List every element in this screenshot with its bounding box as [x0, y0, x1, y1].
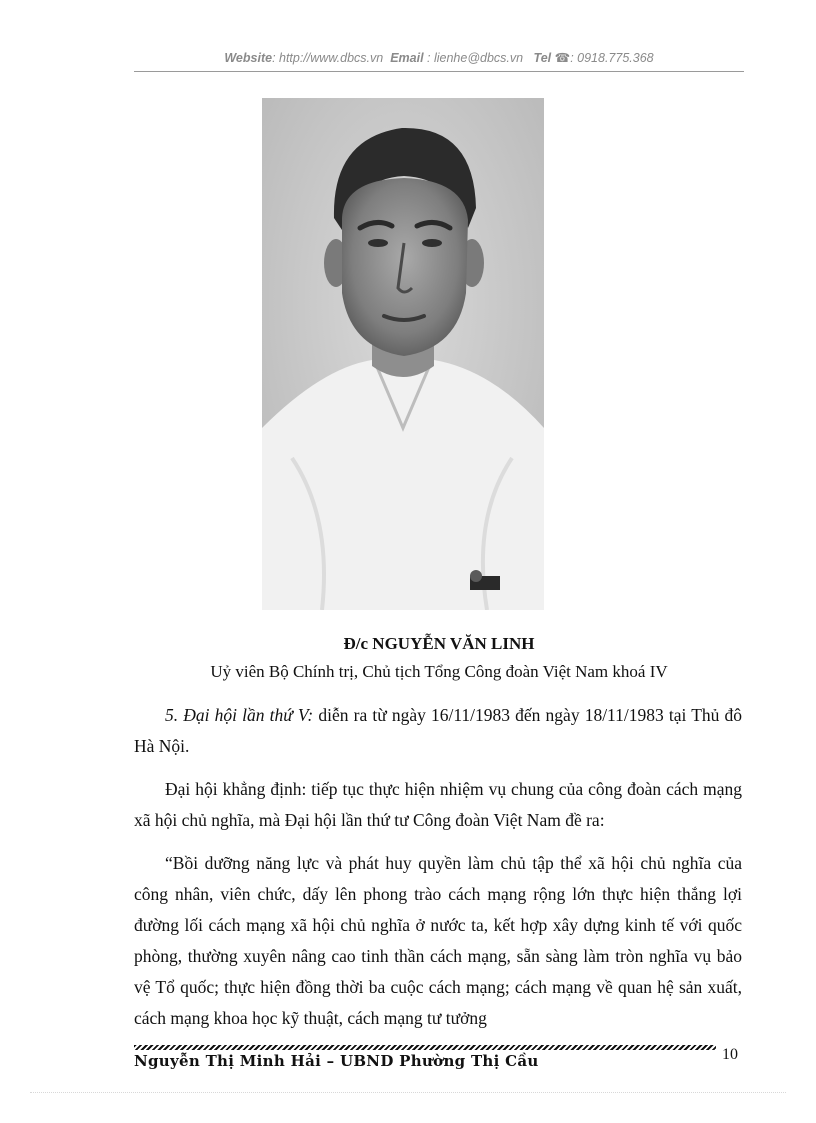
tel-value: : 0918.775.368: [570, 51, 654, 65]
footer-author: Nguyễn Thị Minh Hải – UBND Phường Thị Cầu: [134, 1052, 539, 1070]
paragraph-quote: “Bồi dưỡng năng lực và phát huy quyền làm chủ tập thể xã hội chủ nghĩa của công nhân, viên chức, dấy lên phong trào cách mạng rộng lớn thực hiện thắng lợi đường lối cách mạng xã hội chủ nghĩa ở nước ta, kết hợp xây dựng kinh tế với quốc phòng, thường xuyên nâng cao tinh thần cách mạng, sẵn sàng làm tròn nghĩa vụ bảo vệ Tổ quốc; thực hiện đồng thời ba cuộc cách mạng; cách mạng về quan hệ sản xuất, cách mạng khoa học kỹ thuật, cách mạng tư tưởng: [134, 853, 742, 1028]
portrait-photo: [262, 98, 544, 610]
page-header: [134, 50, 744, 65]
paragraph-affirmation: Đại hội khẳng định: tiếp tục thực hiện nhiệm vụ chung của công đoàn cách mạng xã hội chủ nghĩa, mà Đại hội lần thứ tư Công đoàn Việt Nam đề ra:: [134, 779, 742, 830]
portrait-illustration: [262, 98, 544, 610]
phone-icon: ☎: [554, 51, 571, 65]
tel-label: Tel: [533, 51, 552, 65]
email-value: : lienhe@dbcs.vn: [427, 51, 524, 65]
website-label: Website: [224, 51, 273, 65]
congress-v-label: 5. Đại hội lần thứ V:: [165, 705, 314, 725]
congress-v-text: diễn ra từ ngày 16/11/1983 đến ngày 18/11/1983 tại Thủ đô Hà Nội.: [134, 705, 743, 756]
email-label: Email: [390, 51, 424, 65]
footer-divider: [134, 1045, 716, 1050]
page-number: 10: [722, 1046, 738, 1063]
caption-role: Uỷ viên Bộ Chính trị, Chủ tịch Tổng Công đoàn Việt Nam khoá IV: [210, 662, 668, 681]
website-value: : http://www.dbcs.vn: [272, 51, 384, 65]
paragraph-congress-v: [134, 700, 742, 762]
caption-name: Đ/c NGUYỄN VĂN LINH: [343, 634, 535, 653]
body-text: [134, 700, 742, 1034]
header-divider: [134, 71, 744, 72]
page-bottom-dotted-line: [30, 1092, 786, 1093]
